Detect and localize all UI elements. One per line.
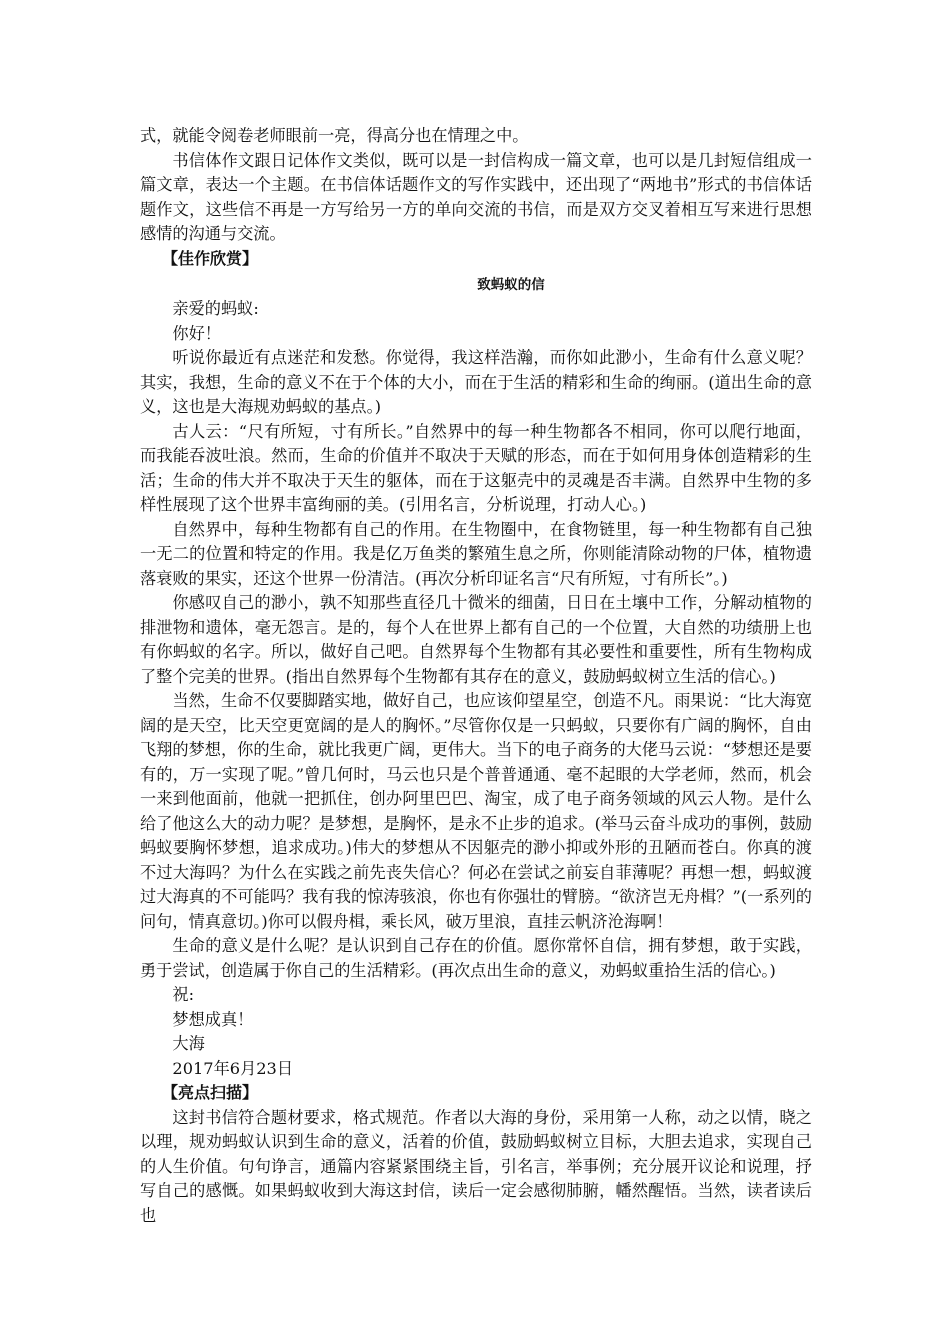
letter-title: 致蚂蚁的信 bbox=[477, 277, 545, 293]
letter-closing-wish: 梦想成真！ bbox=[172, 1009, 254, 1029]
letter-paragraph: 自然界中，每种生物都有自己的作用。在生物圈中，在食物链里，每一种生物都有自己独一无二的位置和特定的作用。我是亿万鱼类的繁殖生息之所，你则能清除动物的尸体，植物遗落衰败的果实，还这个世界一份清洁。(再次分析印证名言“尺有所短，寸有所长”。) bbox=[140, 519, 812, 588]
section-heading-appreciation: 【佳作欣赏】 bbox=[162, 248, 259, 268]
section-heading-highlights: 【亮点扫描】 bbox=[162, 1083, 259, 1102]
letter-greeting: 你好！ bbox=[172, 323, 221, 343]
document-body bbox=[140, 124, 812, 1228]
letter-paragraph: 当然，生命不仅要脚踏实地，做好自己，也应该仰望星空，创造不凡。雨果说：“比大海宽阔的是天空，比天空更宽阔的是人的胸怀。”尽管你仅是一只蚂蚁，只要你有广阔的胸怀，自由飞翔的梦想，你的生命，就比我更广阔，更伟大。当下的电子商务的大佬马云说：“梦想还是要有的，万一实现了呢。”曾几何时，马云也只是个普普通通、毫不起眼的大学老师，然而，机会一来到他面前，他就一把抓住，创办阿里巴巴、淘宝，成了电子商务领域的风云人物。是什么给了他这么大的动力呢？是梦想，是胸怀，是永不止步的追求。(举马云奋斗成功的事例，鼓励蚂蚁要胸怀梦想，追求成功。)伟大的梦想从不因躯壳的渺小抑或外形的丑陋而苍白。你真的渡不过大海吗？为什么在实践之前先丧失信心？何必在尝试之前妄自菲薄呢？再想一想，蚂蚁渡过大海真的不可能吗？我有我的惊涛骇浪，你也有你强壮的臂膀。“欲济岂无舟楫？”(一系列的问句，情真意切。)你可以假舟楫，乘长风，破万里浪，直挂云帆济沧海啊！ bbox=[140, 691, 812, 931]
letter-closing: 祝: bbox=[172, 985, 195, 1004]
letter-paragraph: 你感叹自己的渺小，孰不知那些直径几十微米的细菌，日日在土壤中工作，分解动植物的排泄物和遗体，毫无怨言。是的，每个人在世界上都有自己的一个位置，大自然的功绩册上也有你蚂蚁的名字。所以，做好自己吧。自然界每个生物都有其必要性和重要性，所有生物构成了整个完美的世界。(指出自然界每个生物都有其存在的意义，鼓励蚂蚁树立生活的信心。) bbox=[140, 593, 812, 686]
letter-paragraph: 听说你最近有点迷茫和发愁。你觉得，我这样浩瀚，而你如此渺小，生命有什么意义呢？其实，我想，生命的意义不在于个体的大小，而在于生活的精彩和生命的绚丽。(道出生命的意义，这也是大海规劝蚂蚁的基点。) bbox=[140, 348, 812, 416]
letter-paragraph: 生命的意义是什么呢？是认识到自己存在的价值。愿你常怀自信，拥有梦想，敢于实践，勇于尝试，创造属于你自己的生活精彩。(再次点出生命的意义，劝蚂蚁重拾生活的信心。) bbox=[140, 936, 812, 980]
intro-paragraph: 书信体作文跟日记体作文类似，既可以是一封信构成一篇文章，也可以是几封短信组成一篇文章，表达一个主题。在书信体话题作文的写作实践中，还出现了“两地书”形式的书信体话题作文，这些信不再是一方写给另一方的单向交流的书信，而是双方交叉着相互写来进行思想感情的沟通与交流。 bbox=[140, 150, 812, 243]
intro-paragraph-tail: 式，就能令阅卷老师眼前一亮，得高分也在情理之中。 bbox=[140, 126, 529, 145]
letter-salutation: 亲爱的蚂蚁: bbox=[172, 299, 259, 318]
highlights-paragraph: 这封书信符合题材要求，格式规范。作者以大海的身份，采用第一人称，动之以情，晓之以理，规劝蚂蚁认识到生命的意义，活着的价值，鼓励蚂蚁树立目标，大胆去追求，实现自己的人生价值。句句诤言，通篇内容紧紧围绕主旨，引名言，举事例；充分展开议论和说理，抒写自己的感慨。如果蚂蚁收到大海这封信，读后一定会感彻肺腑，幡然醒悟。当然，读者读后也 bbox=[140, 1107, 812, 1225]
letter-paragraph: 古人云：“尺有所短，寸有所长。”自然界中的每一种生物都各不相同，你可以爬行地面，而我能吞波吐浪。然而，生命的价值并不取决于天赋的形态，而在于如何用身体创造精彩的生活；生命的伟大并不取决于天生的躯体，而在于这躯壳中的灵魂是否丰满。自然界中生物的多样性展现了这个世界丰富绚丽的美。(引用名言，分析说理，打动人心。) bbox=[140, 421, 812, 514]
letter-date: 2017年6月23日 bbox=[172, 1058, 294, 1078]
letter-signature: 大海 bbox=[172, 1034, 205, 1053]
